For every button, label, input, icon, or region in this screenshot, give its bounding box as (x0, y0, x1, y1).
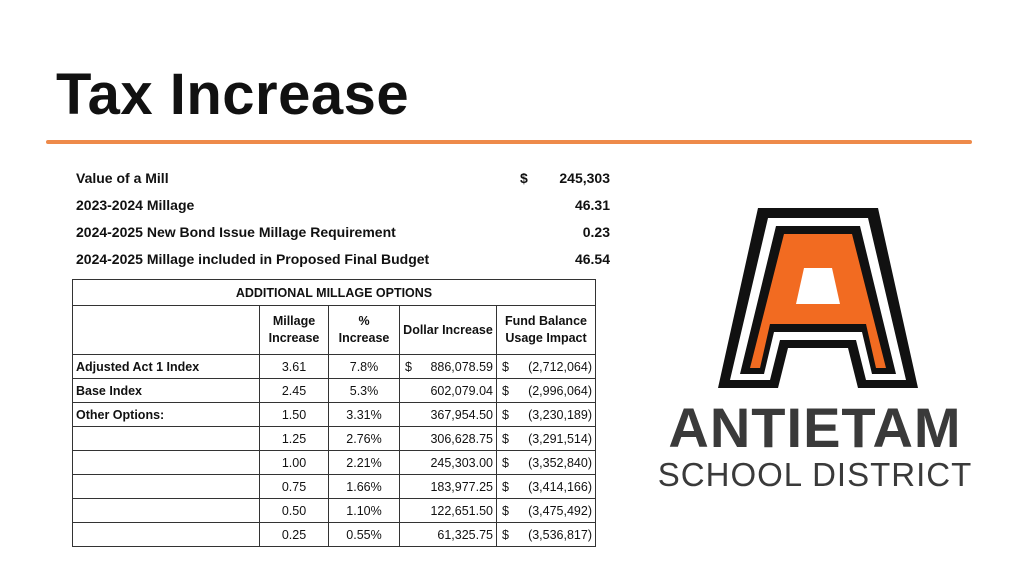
fund-balance-impact-cell (497, 355, 596, 379)
millage-summary (76, 164, 610, 272)
currency-symbol (403, 432, 405, 446)
amount: 306,628.75 (430, 431, 493, 446)
table-header-row (73, 306, 596, 355)
amount: (2,996,064) (528, 383, 592, 398)
amount: (3,536,817) (528, 527, 592, 542)
millage-increase-cell: 3.61 (260, 355, 329, 379)
table-row (73, 523, 596, 547)
dollar-increase-cell (400, 451, 497, 475)
amount: 183,977.25 (430, 479, 493, 494)
money-value (403, 504, 493, 518)
currency-symbol (403, 528, 405, 542)
amount: 602,079.04 (430, 383, 493, 398)
currency-symbol: $ (405, 359, 412, 374)
money-value (500, 480, 592, 494)
district-logo (650, 200, 980, 500)
table-body (73, 355, 596, 547)
currency-symbol: $ (502, 431, 509, 446)
option-label (73, 427, 260, 451)
money-value (500, 384, 592, 398)
millage-increase-cell: 0.50 (260, 499, 329, 523)
summary-row (76, 191, 610, 218)
currency-symbol (403, 408, 405, 422)
money-value (500, 528, 592, 542)
currency-symbol (403, 480, 405, 494)
option-label: Other Options: (73, 403, 260, 427)
column-header (73, 306, 260, 355)
millage-increase-cell: 2.45 (260, 379, 329, 403)
summary-label: Value of a Mill (76, 169, 169, 186)
amount: (3,230,189) (528, 407, 592, 422)
fund-balance-impact-cell (497, 427, 596, 451)
currency-symbol: $ (502, 455, 509, 470)
amount: 61,325.75 (437, 527, 493, 542)
money-value (403, 432, 493, 446)
dollar-increase-cell (400, 499, 497, 523)
summary-label: 2024-2025 New Bond Issue Millage Requirement (76, 223, 396, 240)
amount: (2,712,064) (528, 359, 592, 374)
option-label (73, 451, 260, 475)
fund-balance-impact-cell (497, 451, 596, 475)
amount: (3,291,514) (528, 431, 592, 446)
currency-symbol: $ (502, 503, 509, 518)
currency-symbol: $ (502, 383, 509, 398)
letter-a-logo-icon (718, 208, 918, 388)
table-row (73, 451, 596, 475)
percent-increase-cell: 3.31% (329, 403, 400, 427)
summary-row (76, 245, 610, 272)
money-value (403, 528, 493, 542)
fund-balance-impact-cell (497, 475, 596, 499)
fund-balance-impact-cell (497, 523, 596, 547)
table-row (73, 355, 596, 379)
amount: 122,651.50 (430, 503, 493, 518)
logo-subtitle: SCHOOL DISTRICT (657, 456, 973, 493)
column-header: Dollar Increase (400, 306, 497, 355)
dollar-increase-cell (400, 355, 497, 379)
percent-increase-cell: 2.21% (329, 451, 400, 475)
millage-increase-cell: 0.75 (260, 475, 329, 499)
fund-balance-impact-cell (497, 403, 596, 427)
amount: 367,954.50 (430, 407, 493, 422)
option-label (73, 523, 260, 547)
column-header: % Increase (329, 306, 400, 355)
money-value (403, 384, 493, 398)
logo-name: ANTIETAM (668, 396, 962, 459)
page-title: Tax Increase (56, 62, 410, 127)
money-value (403, 480, 493, 494)
currency-symbol: $ (502, 359, 509, 374)
millage-increase-cell: 0.25 (260, 523, 329, 547)
summary-value: 245,303 (559, 169, 610, 186)
table-row (73, 403, 596, 427)
percent-increase-cell: 0.55% (329, 523, 400, 547)
table-title-row (73, 280, 596, 306)
money-value (500, 504, 592, 518)
table-title: ADDITIONAL MILLAGE OPTIONS (73, 280, 596, 306)
option-label: Adjusted Act 1 Index (73, 355, 260, 379)
summary-label: 2024-2025 Millage included in Proposed Final Budget (76, 250, 430, 267)
option-label (73, 499, 260, 523)
summary-value: 0.23 (582, 223, 610, 240)
percent-increase-cell: 1.10% (329, 499, 400, 523)
dollar-increase-cell (400, 403, 497, 427)
dollar-increase-cell (400, 379, 497, 403)
millage-options-table (72, 279, 596, 547)
summary-label: 2023-2024 Millage (76, 196, 195, 213)
table-row (73, 475, 596, 499)
money-value (500, 360, 592, 374)
table-row (73, 499, 596, 523)
summary-value: 46.54 (574, 250, 610, 267)
summary-currency: $ (520, 169, 528, 186)
table-row (73, 379, 596, 403)
money-value (500, 408, 592, 422)
currency-symbol (403, 384, 405, 398)
dollar-increase-cell (400, 523, 497, 547)
millage-increase-cell: 1.00 (260, 451, 329, 475)
percent-increase-cell: 2.76% (329, 427, 400, 451)
option-label: Base Index (73, 379, 260, 403)
percent-increase-cell: 5.3% (329, 379, 400, 403)
money-value (403, 408, 493, 422)
millage-increase-cell: 1.50 (260, 403, 329, 427)
table-row (73, 427, 596, 451)
fund-balance-impact-cell (497, 379, 596, 403)
money-value (500, 432, 592, 446)
summary-row (76, 218, 610, 245)
percent-increase-cell: 7.8% (329, 355, 400, 379)
dollar-increase-cell (400, 475, 497, 499)
amount: 245,303.00 (430, 455, 493, 470)
summary-value: 46.31 (574, 196, 610, 213)
money-value (500, 456, 592, 470)
fund-balance-impact-cell (497, 499, 596, 523)
amount: (3,414,166) (528, 479, 592, 494)
percent-increase-cell: 1.66% (329, 475, 400, 499)
amount: (3,352,840) (528, 455, 592, 470)
summary-row (76, 164, 610, 191)
column-header: Fund Balance Usage Impact (497, 306, 596, 355)
currency-symbol (403, 504, 405, 518)
millage-increase-cell: 1.25 (260, 427, 329, 451)
money-value (403, 456, 493, 470)
option-label (73, 475, 260, 499)
currency-symbol: $ (502, 527, 509, 542)
dollar-increase-cell (400, 427, 497, 451)
currency-symbol: $ (502, 479, 509, 494)
column-header: Millage Increase (260, 306, 329, 355)
amount: (3,475,492) (528, 503, 592, 518)
currency-symbol: $ (502, 407, 509, 422)
amount: 886,078.59 (430, 359, 493, 374)
money-value (403, 360, 493, 374)
currency-symbol (403, 456, 405, 470)
title-divider (46, 140, 972, 144)
